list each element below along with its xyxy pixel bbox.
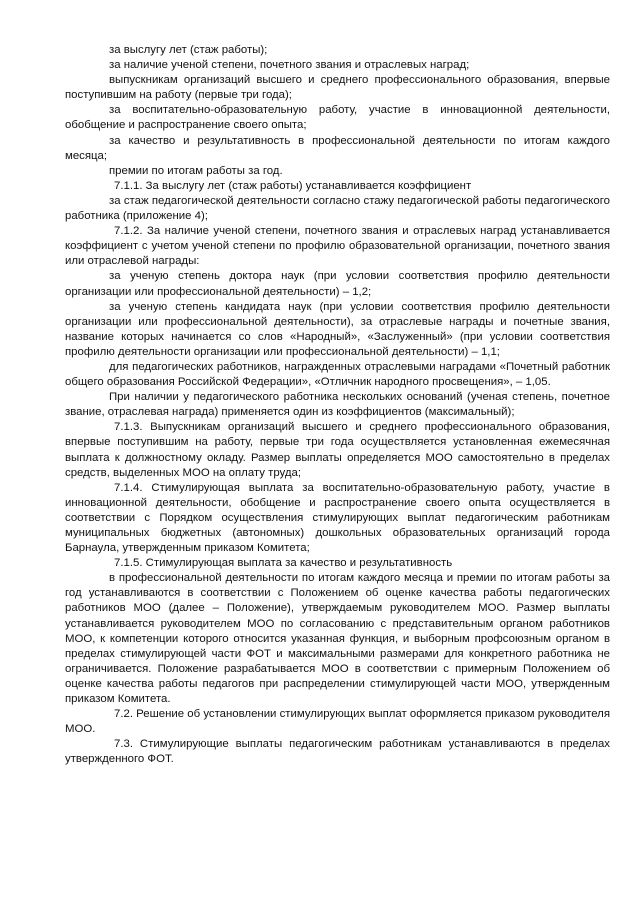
paragraph-doctor-degree: за ученую степень доктора наук (при условии соответствия профилю деятельности организации или профессиональной деятельности) – 1,2; [65, 270, 610, 298]
clause-7-3: 7.3. Стимулирующие выплаты педагогическим работникам устанавливаются в пределах утвержденного ФОТ. [65, 738, 610, 766]
paragraph-educational-work-item: за воспитательно-образовательную работу, участие в инновационной деятельности, обобщение и распространение своего опыта; [65, 104, 610, 132]
clause-7-2: 7.2. Решение об установлении стимулирующих выплат оформляется приказом руководителя МОО. [65, 708, 610, 736]
paragraph-degree-item: за наличие ученой степени, почетного звания и отраслевых наград; [109, 59, 470, 72]
paragraph-annual-bonus-item: премии по итогам работы за год. [109, 164, 283, 177]
clause-7-1-3: 7.1.3. Выпускникам организаций высшего и среднего профессионального образования, впервые поступившим на работу, первые три года осуществляется установленная ежемесячная выплата к должностному окладу. Размер выплаты определяется МОО самостоятельно в пределах средств, выделенных МОО на оплату труда; [65, 421, 610, 479]
clause-7-1-1: 7.1.1. За выслугу лет (стаж работы) устанавливается коэффициент [114, 179, 472, 192]
paragraph-quality-item: за качество и результативность в профессиональной деятельности по итогам каждого месяца; [65, 134, 610, 162]
paragraph-teaching-experience: за стаж педагогической деятельности согласно стажу педагогической работы педагогического работника (приложение 4); [65, 194, 610, 223]
clause-7-1-5: 7.1.5. Стимулирующая выплата за качество и результативность [114, 557, 453, 570]
paragraph-industry-awards: для педагогических работников, награжденных отраслевыми наградами «Почетный работник общего образования Российской Федерации», «Отличник народного просвещения», – 1,05. [65, 360, 610, 389]
paragraph-quality-regulation: в профессиональной деятельности по итогам каждого месяца и премии по итогам работы за год устанавливаются в соответствии с Положением об оценке качества работы педагогических работников МОО (далее – Положение), утверждаемым руководителем МОО. Размер выплаты устанавливается руководителем МОО по согласованию с представительным органом работников МОО, к компетенции которого относится указанная функция, и выборным профсоюзным органом в пределах стимулирующей части ФОТ и максимальными размерами для конкретного работника не ограничивается. Положение разрабатывается МОО в соответствии с примерным Положением об оценке качества работы педагогов при распределении стимулирующей части МОО, утвержденным приказом Комитета. [65, 572, 610, 706]
paragraph-graduates-item: выпускникам организаций высшего и среднего профессионального образования, впервые поступившим на работу (первые три года); [65, 74, 610, 102]
paragraph-multiple-grounds: При наличии у педагогического работника нескольких оснований (ученая степень, почетное звание, отраслевая награда) применяется один из коэффициентов (максимальный); [65, 391, 610, 419]
paragraph-candidate-degree: за ученую степень кандидата наук (при условии соответствия профилю деятельности организации или профессиональной деятельности), за отраслевые награды и почетные звания, название которых начинается со слов «Народный», «Заслуженный» (при условии соответствия профилю деятельности организации или профессиональной деятельности) – 1,1; [65, 300, 610, 358]
paragraph-seniority-item: за выслугу лет (стаж работы); [109, 44, 268, 56]
clause-7-1-4: 7.1.4. Стимулирующая выплата за воспитательно-образовательную работу, участие в инновационной деятельности, обобщение и распространение своего опыта осуществляется в соответствии с Порядком осуществления стимулирующих выплат педагогическим работникам муниципальных бюджетных (автономных) дошкольных образовательных организаций города Барнаула, утвержденным приказом Комитета; [65, 481, 610, 555]
clause-7-1-2: 7.1.2. За наличие ученой степени, почетного звания и отраслевых наград устанавливается коэффициент с учетом ученой степени по профилю образовательной организации, почетного звания или отраслевой награды: [65, 225, 610, 268]
